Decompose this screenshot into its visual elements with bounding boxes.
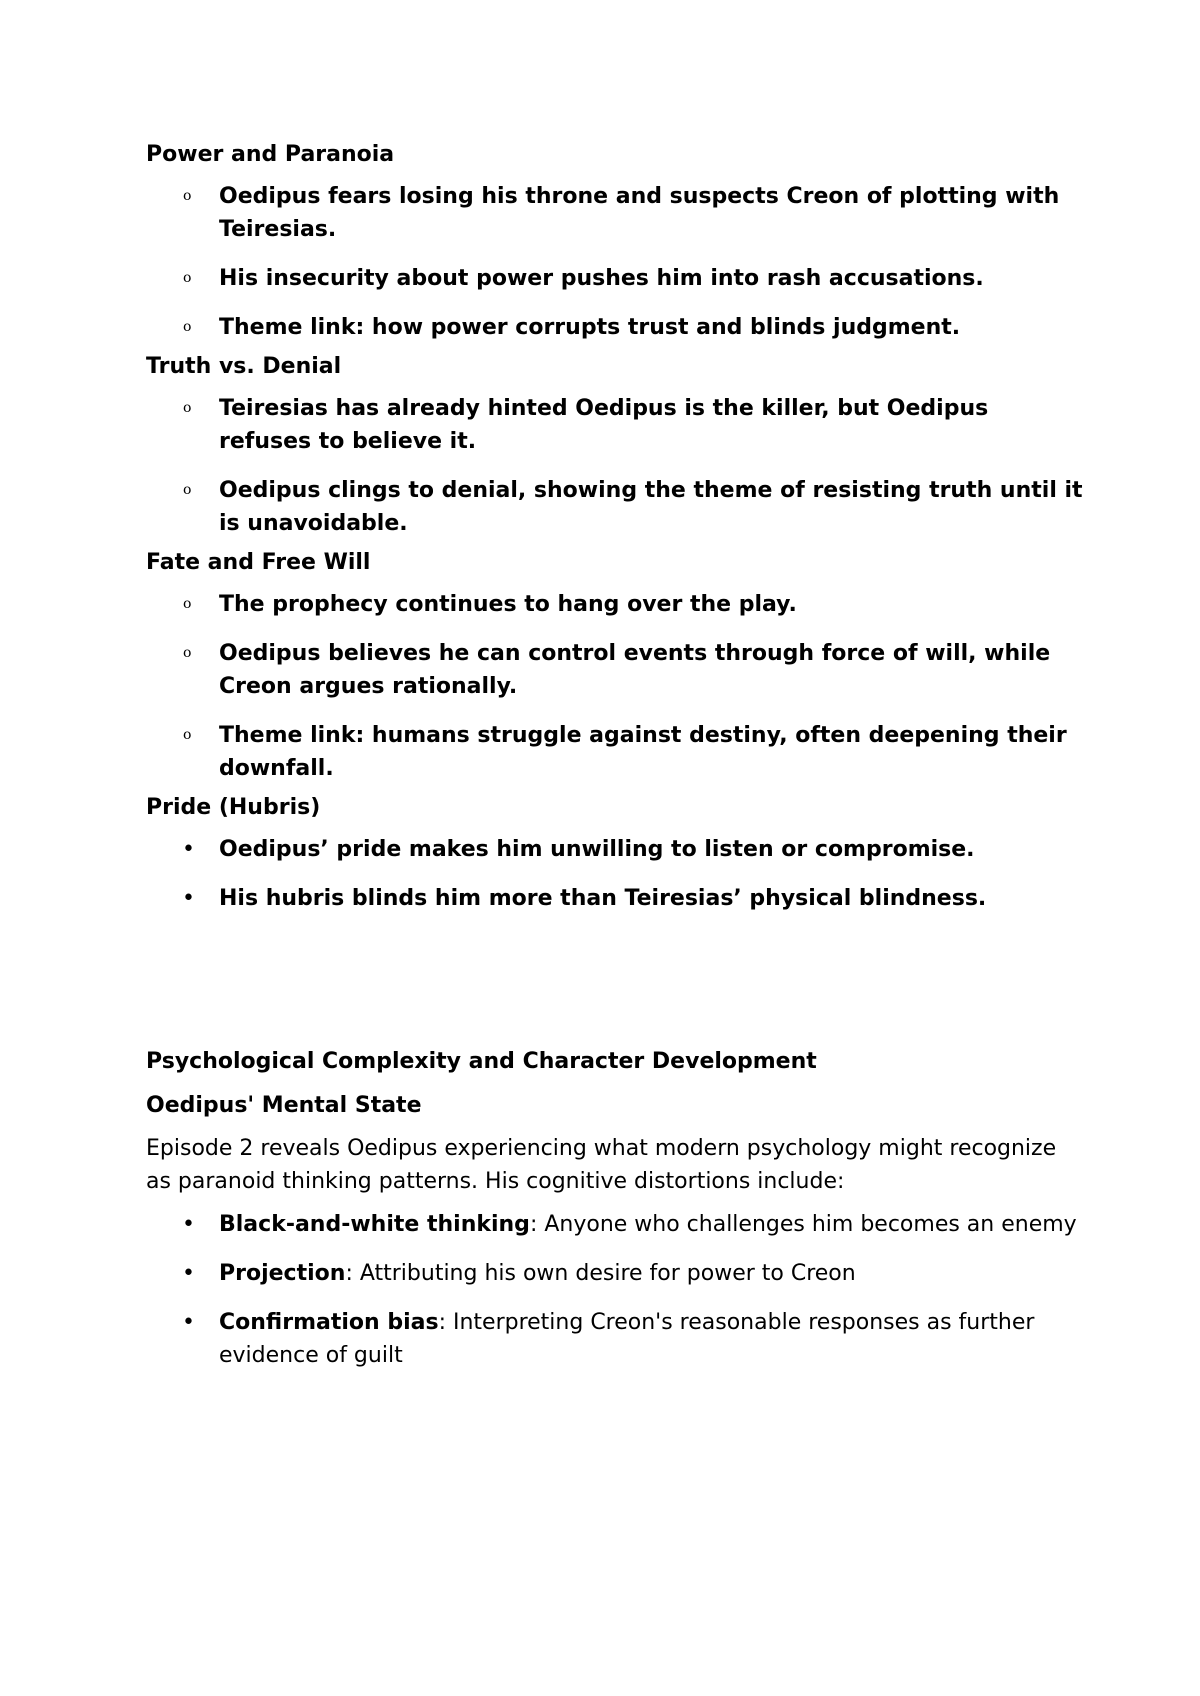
section-spacer [146, 915, 1086, 1045]
power-list [146, 180, 1086, 344]
section-heading-power: Power and Paranoia [146, 142, 395, 167]
truth-list [146, 392, 1086, 540]
circle-bullet-icon: o [183, 645, 192, 661]
circle-bullet-icon: o [183, 400, 192, 416]
term-label: Black-and-white thinking [219, 1212, 530, 1237]
circle-bullet-icon: o [183, 482, 192, 498]
list-item: • His hubris blinds him more than Teiresias’ physical blindness. [146, 882, 1086, 915]
list-item: • Oedipus’ pride makes him unwilling to listen or compromise. [146, 833, 1086, 866]
distortions-list [146, 1208, 1086, 1372]
list-item: • Confirmation bias: Interpreting Creon's reasonable responses as further evidence of guilt [146, 1306, 1086, 1372]
list-item: o Theme link: how power corrupts trust and blinds judgment. [146, 311, 1086, 344]
term-label: Projection [219, 1261, 346, 1286]
body-paragraph: Episode 2 reveals Oedipus experiencing what modern psychology might recognize as paranoid thinking patterns. His cognitive distortions include: [146, 1136, 1057, 1194]
list-item: o Teiresias has already hinted Oedipus is the killer, but Oedipus refuses to believe it. [146, 392, 1086, 458]
document-page [146, 138, 1086, 1372]
dot-bullet-icon: • [182, 886, 195, 911]
dot-bullet-icon: • [182, 837, 195, 862]
circle-bullet-icon: o [183, 270, 192, 286]
section-heading-fate: Fate and Free Will [146, 550, 371, 575]
circle-bullet-icon: o [183, 319, 192, 335]
circle-bullet-icon: o [183, 727, 192, 743]
dot-bullet-icon: • [182, 1261, 195, 1286]
section-subheading-mental-state: Oedipus' Mental State [146, 1093, 422, 1118]
list-item: • Black-and-white thinking: Anyone who challenges him becomes an enemy [146, 1208, 1086, 1241]
section-heading-pride: Pride (Hubris) [146, 795, 321, 820]
circle-bullet-icon: o [183, 596, 192, 612]
dot-bullet-icon: • [182, 1212, 195, 1237]
term-label: Confirmation bias [219, 1310, 439, 1335]
list-item: o Oedipus clings to denial, showing the theme of resisting truth until it is unavoidable. [146, 474, 1086, 540]
list-item: o Theme link: humans struggle against destiny, often deepening their downfall. [146, 719, 1086, 785]
list-item: • Projection: Attributing his own desire for power to Creon [146, 1257, 1086, 1290]
section-heading-truth: Truth vs. Denial [146, 354, 342, 379]
section-title-psych: Psychological Complexity and Character Development [146, 1049, 817, 1074]
list-item: o Oedipus fears losing his throne and suspects Creon of plotting with Teiresias. [146, 180, 1086, 246]
dot-bullet-icon: • [182, 1310, 195, 1335]
circle-bullet-icon: o [183, 188, 192, 204]
pride-list [146, 833, 1086, 915]
list-item: o Oedipus believes he can control events through force of will, while Creon argues rationally. [146, 637, 1086, 703]
fate-list [146, 588, 1086, 785]
list-item: o The prophecy continues to hang over the play. [146, 588, 1086, 621]
list-item: o His insecurity about power pushes him into rash accusations. [146, 262, 1086, 295]
